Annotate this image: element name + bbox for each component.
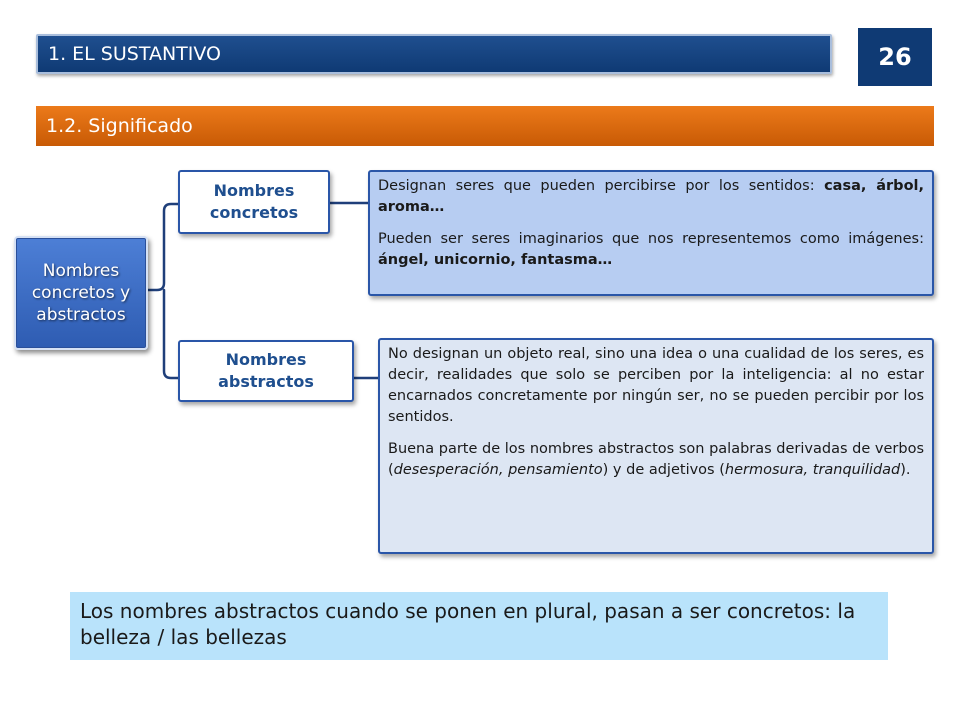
- root-bracket-connector: [148, 204, 178, 290]
- section-title: 1.2. Significado: [46, 115, 193, 137]
- root-node-label: Nombres concretos y abstractos: [31, 261, 131, 325]
- examples-text: desesperación, pensamiento: [393, 462, 603, 478]
- examples-text: casa, árbol, aroma…: [378, 178, 925, 215]
- description-text: Designan seres que pueden percibirse por los sentidos:: [378, 178, 825, 194]
- bottom-note-text: Los nombres abstractos cuando se ponen en plural, pasan a ser concretos: la belleza / las bellezas: [80, 599, 856, 649]
- description-text: Pueden ser seres imaginarios que nos representemos como imágenes:: [378, 231, 924, 247]
- root-bracket-lower: [164, 290, 178, 378]
- examples-text: hermosura, tranquilidad: [724, 462, 901, 478]
- description-text: ) y de adjetivos (: [602, 462, 725, 478]
- description-paragraph: [388, 439, 924, 481]
- page-number-badge: 26: [858, 28, 932, 86]
- root-node: [14, 236, 148, 350]
- description-paragraph: [378, 176, 924, 218]
- description-box-concretos: [368, 170, 934, 296]
- description-paragraph: No designan un objeto real, sino una idea o una cualidad de los seres, es decir, realidades que solo se perciben por la inteligencia: al no estar encarnados concretamente por ningún ser, no se pueden percibir por los sentidos.: [388, 346, 924, 425]
- category-box-concretos: [178, 170, 330, 234]
- category-box-abstractos: [178, 340, 354, 402]
- category-label-line1: Nombres: [213, 181, 295, 200]
- description-paragraph: [378, 229, 924, 271]
- description-text: Buena parte de los nombres abstractos son palabras derivadas de verbos (: [388, 441, 924, 478]
- slide-title: 1. EL SUSTANTIVO: [48, 43, 221, 65]
- description-box-abstractos: [378, 338, 934, 554]
- category-label-line2: abstractos: [218, 372, 314, 391]
- category-label-line2: concretos: [209, 203, 299, 222]
- category-label-line1: Nombres: [225, 350, 307, 369]
- description-text: ).: [900, 462, 911, 478]
- examples-text: ángel, unicornio, fantasma…: [378, 252, 613, 268]
- bottom-note: [70, 592, 888, 660]
